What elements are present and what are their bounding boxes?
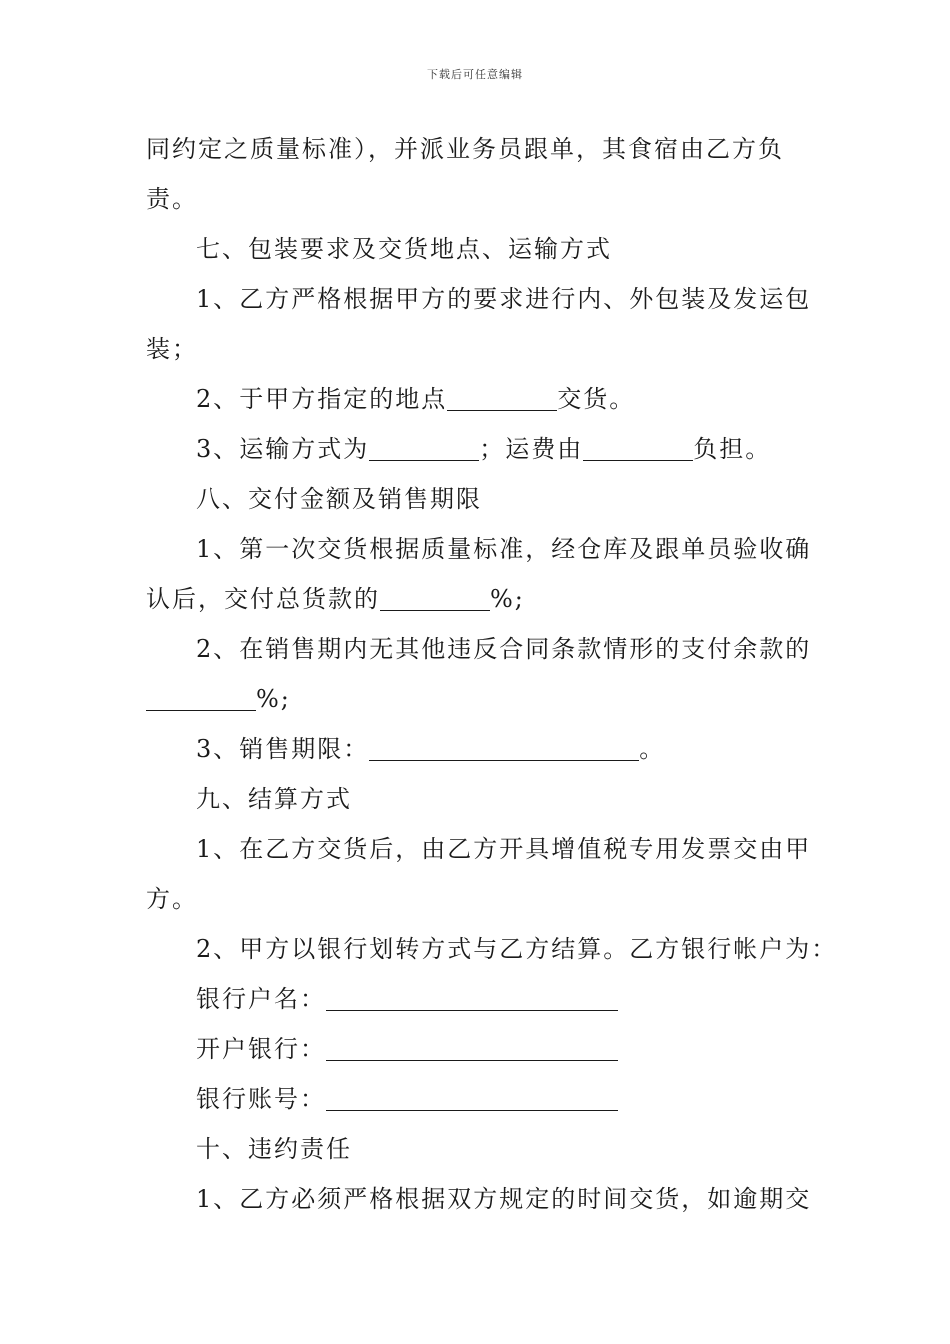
section-heading-settlement: 九、结算方式: [196, 785, 352, 813]
fill-in-blank-sales-period[interactable]: [369, 732, 639, 761]
fill-in-blank-balance-percent[interactable]: [146, 682, 256, 711]
paragraph-line: 方。: [146, 885, 198, 913]
paragraph-line: 1、在乙方交货后，由乙方开具增值税专用发票交由甲: [196, 835, 812, 863]
paragraph-line: 装；: [146, 335, 198, 363]
bank-account-number-label: 银行账号：: [196, 1085, 326, 1113]
paragraph-line: 1、乙方必须严格根据双方规定的时间交货，如逾期交: [196, 1185, 812, 1213]
paragraph-line: 同约定之质量标准），并派业务员跟单，其食宿由乙方负: [146, 135, 784, 163]
section-heading-packaging: 七、包装要求及交货地点、运输方式: [196, 235, 612, 263]
text-segment: 认后，交付总货款的: [146, 585, 380, 613]
bank-account-name-label: 银行户名：: [196, 985, 326, 1013]
page-header-note: 下载后可任意编辑: [427, 68, 523, 81]
bank-name-label: 开户银行：: [196, 1035, 326, 1063]
text-segment: 2、于甲方指定的地点: [196, 385, 448, 413]
paragraph-line: 责。: [146, 185, 198, 213]
fill-in-blank-first-payment-percent[interactable]: [380, 582, 490, 611]
text-segment: 3、运输方式为: [196, 435, 370, 463]
paragraph-line-transport: [146, 424, 808, 474]
text-segment: 。: [639, 735, 666, 763]
section-heading-payment: 八、交付金额及销售期限: [196, 485, 482, 513]
bank-name-row: [146, 1024, 808, 1074]
text-segment: 负担。: [693, 435, 772, 463]
paragraph-line-balance-payment: [146, 674, 808, 724]
fill-in-blank-bank-account-number[interactable]: [326, 1082, 618, 1111]
fill-in-blank-delivery-place[interactable]: [447, 382, 557, 411]
paragraph-line-first-payment: [146, 574, 808, 624]
paragraph-line: 1、乙方严格根据甲方的要求进行内、外包装及发运包: [196, 285, 812, 313]
text-segment: 交货。: [557, 385, 636, 413]
paragraph-line-delivery-place: [146, 374, 808, 424]
paragraph-line-sales-period: [146, 724, 808, 774]
paragraph-line: 2、在销售期内无其他违反合同条款情形的支付余款的: [196, 635, 812, 663]
fill-in-blank-transport-method[interactable]: [369, 432, 479, 461]
paragraph-line: 1、第一次交货根据质量标准，经仓库及跟单员验收确: [196, 535, 812, 563]
text-segment: 3、销售期限：: [196, 735, 370, 763]
section-heading-liability: 十、违约责任: [196, 1135, 352, 1163]
paragraph-line: 2、甲方以银行划转方式与乙方结算。乙方银行帐户为：: [196, 935, 838, 963]
bank-account-number-row: [146, 1074, 808, 1124]
text-segment: ；运费由: [479, 435, 584, 463]
fill-in-blank-bank-name[interactable]: [326, 1032, 618, 1061]
text-segment: %;: [256, 685, 291, 713]
fill-in-blank-freight-payer[interactable]: [583, 432, 693, 461]
text-segment: %;: [490, 585, 525, 613]
bank-account-name-row: [146, 974, 808, 1024]
document-body: [146, 124, 838, 1224]
fill-in-blank-bank-account-name[interactable]: [326, 982, 618, 1011]
